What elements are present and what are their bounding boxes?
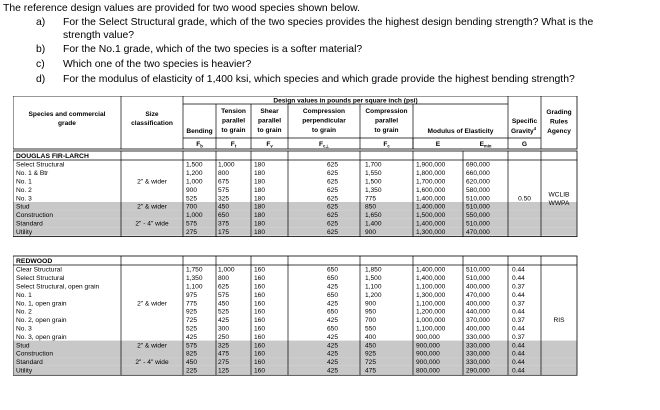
grade-cell: Select Structural, open grain <box>16 283 100 291</box>
value-cell: 0.44 <box>512 367 525 375</box>
header-tension: Tension <box>221 108 246 115</box>
grade-cell: No. 1 & Btr <box>16 170 49 178</box>
value-cell: 180 <box>254 220 266 228</box>
design-values-table <box>13 96 578 406</box>
value-cell: 160 <box>254 350 266 358</box>
value-cell: 160 <box>254 359 266 367</box>
question-label: b) <box>36 44 46 55</box>
question-text: Which one of the two species is heavier? <box>63 59 252 70</box>
value-cell: 1,100 <box>365 283 382 291</box>
value-cell: 160 <box>254 367 266 375</box>
value-cell: 1,200,000 <box>416 308 446 316</box>
value-cell: 625 <box>327 186 339 194</box>
value-cell: 575 <box>218 186 230 194</box>
value-cell: 510,000 <box>466 266 490 274</box>
header-shear: Shear <box>260 108 279 115</box>
value-cell: 470,000 <box>466 291 490 299</box>
value-cell: 900,000 <box>416 333 440 341</box>
grade-cell: Standard <box>16 220 43 228</box>
value-cell: 510,000 <box>466 203 490 211</box>
value-cell: 775 <box>365 195 377 203</box>
value-cell: 160 <box>254 275 266 283</box>
value-cell: 330,000 <box>466 342 490 350</box>
value-cell: 900 <box>365 228 377 236</box>
value-cell: 1,400,000 <box>416 195 446 203</box>
value-cell: 575 <box>218 291 230 299</box>
header-compression-parallel: to grain <box>374 127 399 134</box>
grade-cell: No. 2 <box>16 308 32 316</box>
size-cell: 2" - 4" wide <box>135 359 169 367</box>
value-cell: 1,700,000 <box>416 178 446 186</box>
value-cell: 425 <box>327 317 339 325</box>
value-cell: 450 <box>365 342 377 350</box>
header-compression-parallel: Compression <box>365 108 408 115</box>
grade-cell: No. 3, open grain <box>16 333 67 341</box>
value-cell: 1,700 <box>365 161 382 169</box>
value-cell: 425 <box>327 367 339 375</box>
value-cell: 1,000 <box>218 161 235 169</box>
value-cell: 625 <box>327 228 339 236</box>
value-cell: 160 <box>254 300 266 308</box>
question-label: d) <box>36 74 46 85</box>
grade-cell: No. 3 <box>16 195 32 203</box>
value-cell: 160 <box>254 291 266 299</box>
value-cell: 1,800,000 <box>416 170 446 178</box>
value-cell: 450 <box>186 359 198 367</box>
value-cell: 580,000 <box>466 186 490 194</box>
value-cell: 425 <box>186 333 198 341</box>
value-cell: 690,000 <box>466 161 490 169</box>
value-cell: 550,000 <box>466 212 490 220</box>
value-cell: 0.37 <box>512 333 525 341</box>
symbol-bending: $F_b$ <box>196 141 203 149</box>
value-cell: 425 <box>327 300 339 308</box>
value-cell: 0.44 <box>512 325 525 333</box>
header-gravity: Gravity$^4$ <box>510 126 537 135</box>
value-cell: 400,000 <box>466 300 490 308</box>
header-species: grade <box>58 120 76 127</box>
header-gravity: Specific <box>511 118 538 125</box>
shaded-row-band <box>14 341 577 349</box>
question-text: strength value? <box>63 30 135 41</box>
value-cell: 160 <box>254 333 266 341</box>
value-cell: 1,400,000 <box>416 203 446 211</box>
value-cell: 470,000 <box>466 228 490 236</box>
question-label: c) <box>36 59 45 70</box>
grade-cell: Construction <box>16 350 54 358</box>
value-cell: 180 <box>254 178 266 186</box>
value-cell: 370,000 <box>466 317 490 325</box>
intro-text: The reference design values are provided for two wood species shown below. <box>3 3 360 14</box>
value-cell: 510,000 <box>466 275 490 283</box>
value-cell: 725 <box>186 317 198 325</box>
value-cell: 1,100,000 <box>416 283 446 291</box>
value-cell: 775 <box>186 300 198 308</box>
value-cell: 0.44 <box>512 275 525 283</box>
question-label: a) <box>36 17 46 28</box>
value-cell: 625 <box>327 212 339 220</box>
grade-cell: Select Structural <box>16 161 65 169</box>
value-cell: 330,000 <box>466 333 490 341</box>
value-cell: 0.37 <box>512 317 525 325</box>
value-cell: 1,000 <box>218 266 235 274</box>
value-cell: 1,400 <box>365 220 382 228</box>
value-cell: 850 <box>365 203 377 211</box>
size-cell: 2" & wider <box>137 203 167 211</box>
value-cell: 325 <box>218 195 230 203</box>
size-cell: 2" & wider <box>137 178 167 186</box>
value-cell: 510,000 <box>466 220 490 228</box>
value-cell: 1,750 <box>186 266 203 274</box>
value-cell: 160 <box>254 342 266 350</box>
symbol-compression-perpendicular: $F_{c\perp}$ <box>318 141 330 149</box>
value-cell: 450 <box>218 203 230 211</box>
header-shear: parallel <box>257 117 282 125</box>
value-cell: 225 <box>186 367 198 375</box>
value-cell: 0.37 <box>512 283 525 291</box>
value-cell: 575 <box>186 342 198 350</box>
value-cell: 180 <box>254 186 266 194</box>
value-cell: 160 <box>254 308 266 316</box>
value-cell: 1,500 <box>365 275 382 283</box>
value-cell: 400,000 <box>466 325 490 333</box>
value-cell: 1,850 <box>365 266 382 274</box>
value-cell: 1,400,000 <box>416 220 446 228</box>
species-title: REDWOOD <box>16 258 53 265</box>
value-cell: 650 <box>327 325 339 333</box>
value-cell: 1,100 <box>186 283 203 291</box>
grade-cell: Stud <box>16 342 30 350</box>
value-cell: 425 <box>327 342 339 350</box>
header-agency: Grading <box>546 109 572 116</box>
grade-cell: Construction <box>16 212 54 220</box>
agency-cell: WCLIB <box>548 191 570 199</box>
question-text: For the No.1 grade, which of the two species is a softer material? <box>63 44 363 55</box>
value-cell: 330,000 <box>466 350 490 358</box>
value-cell: 250 <box>218 333 230 341</box>
shaded-row-band <box>14 227 577 235</box>
value-cell: 625 <box>327 178 339 186</box>
grade-cell: No. 1 <box>16 178 32 186</box>
grade-cell: No. 3 <box>16 325 32 333</box>
size-cell: 2" - 4" wide <box>135 220 169 228</box>
question-text: For the Select Structural grade, which of the two species provides the highest design bending strength? What is the <box>63 17 594 28</box>
value-cell: 1,500,000 <box>416 212 446 220</box>
value-cell: 1,000 <box>186 178 203 186</box>
value-cell: 800 <box>218 170 230 178</box>
value-cell: 0.44 <box>512 266 525 274</box>
value-cell: 0.44 <box>512 350 525 358</box>
grade-cell: Standard <box>16 359 43 367</box>
value-cell: 180 <box>254 212 266 220</box>
symbol-shear: $F_v$ <box>266 141 273 149</box>
value-cell: 275 <box>186 228 198 236</box>
value-cell: 725 <box>365 359 377 367</box>
header-design-values: Design values in pounds per square inch (psi) <box>273 97 418 105</box>
value-cell: 825 <box>186 350 198 358</box>
value-cell: 1,650 <box>365 212 382 220</box>
value-cell: 425 <box>327 350 339 358</box>
size-cell: 2" & wider <box>137 342 167 350</box>
value-cell: 1,000,000 <box>416 317 446 325</box>
header-tension: to grain <box>221 127 246 134</box>
value-cell: 800 <box>218 275 230 283</box>
value-cell: 1,500 <box>365 178 382 186</box>
value-cell: 900,000 <box>416 359 440 367</box>
value-cell: 525 <box>218 308 230 316</box>
shaded-row-band <box>14 210 577 218</box>
value-cell: 700 <box>365 317 377 325</box>
shaded-row-band <box>14 349 577 357</box>
value-cell: 1,000 <box>186 212 203 220</box>
value-cell: 1,900,000 <box>416 161 446 169</box>
value-cell: 625 <box>327 161 339 169</box>
header-bending: Bending <box>186 128 213 135</box>
value-cell: 160 <box>254 266 266 274</box>
value-cell: 1,200 <box>186 170 203 178</box>
size-cell: 2" & wider <box>137 300 167 308</box>
value-cell: 375 <box>218 220 230 228</box>
value-cell: 510,000 <box>466 195 490 203</box>
header-size: Size <box>145 111 159 118</box>
grade-cell: Stud <box>16 203 30 211</box>
header-compression-perpendicular: perpendicular <box>302 117 346 125</box>
value-cell: 675 <box>218 178 230 186</box>
value-cell: 425 <box>327 359 339 367</box>
value-cell: 1,600,000 <box>416 186 446 194</box>
value-cell: 650 <box>327 266 339 274</box>
value-cell: 1,500 <box>186 161 203 169</box>
value-cell: 325 <box>218 342 230 350</box>
value-cell: 625 <box>327 170 339 178</box>
value-cell: 425 <box>327 333 339 341</box>
header-compression-perpendicular: Compression <box>302 108 346 115</box>
value-cell: 625 <box>218 283 230 291</box>
header-agency: Agency <box>547 128 571 135</box>
grade-cell: Utility <box>16 228 33 236</box>
value-cell: 160 <box>254 325 266 333</box>
gravity-cell: 0.50 <box>518 195 531 203</box>
grade-cell: No. 1 <box>16 291 32 299</box>
grade-cell: Utility <box>16 367 33 375</box>
value-cell: 900,000 <box>416 342 440 350</box>
value-cell: 550 <box>365 325 377 333</box>
value-cell: 160 <box>254 317 266 325</box>
header-modulus-of-elasticity: Modulus of Elasticity <box>427 128 494 135</box>
value-cell: 1,400,000 <box>416 275 446 283</box>
agency-cell: RIS <box>553 317 565 325</box>
value-cell: 425 <box>327 283 339 291</box>
value-cell: 175 <box>218 228 230 236</box>
grade-cell: No. 2, open grain <box>16 317 67 325</box>
value-cell: 0.44 <box>512 359 525 367</box>
value-cell: 650 <box>327 275 339 283</box>
value-cell: 400 <box>365 333 377 341</box>
value-cell: 525 <box>186 325 198 333</box>
symbol-gravity: G <box>521 141 528 148</box>
shaded-row-band <box>14 219 577 227</box>
header-species: Species and commercial <box>28 111 106 118</box>
value-cell: 0.37 <box>512 300 525 308</box>
value-cell: 625 <box>327 203 339 211</box>
value-cell: 620,000 <box>466 178 490 186</box>
value-cell: 650 <box>327 308 339 316</box>
value-cell: 300 <box>218 325 230 333</box>
value-cell: 180 <box>254 170 266 178</box>
value-cell: 0.44 <box>512 342 525 350</box>
value-cell: 650 <box>218 212 230 220</box>
value-cell: 425 <box>218 317 230 325</box>
value-cell: 1,200 <box>365 291 382 299</box>
header-agency: Rules <box>550 118 568 126</box>
value-cell: 650 <box>327 291 339 299</box>
value-cell: 900,000 <box>416 350 440 358</box>
value-cell: 1,350 <box>365 186 382 194</box>
value-cell: 925 <box>365 350 377 358</box>
value-cell: 160 <box>254 283 266 291</box>
grade-cell: No. 1, open grain <box>16 300 67 308</box>
value-cell: 290,000 <box>466 367 490 375</box>
value-cell: 180 <box>254 161 266 169</box>
value-cell: 1,550 <box>365 170 382 178</box>
value-cell: 525 <box>186 195 198 203</box>
agency-cell: WWPA <box>548 199 570 207</box>
value-cell: 450 <box>218 300 230 308</box>
species-title: DOUGLAS FIR-LARCH <box>16 153 89 160</box>
value-cell: 625 <box>327 220 339 228</box>
value-cell: 1,100,000 <box>416 325 446 333</box>
value-cell: 1,300,000 <box>416 291 446 299</box>
header-shear: to grain <box>257 127 282 134</box>
value-cell: 1,400,000 <box>416 266 446 274</box>
header-compression-parallel: parallel <box>374 117 399 125</box>
grade-cell: Select Structural <box>16 275 65 283</box>
grade-cell: No. 2 <box>16 186 32 194</box>
header-tension: parallel <box>221 117 246 125</box>
value-cell: 1,100,000 <box>416 300 446 308</box>
value-cell: 475 <box>218 350 230 358</box>
value-cell: 275 <box>218 359 230 367</box>
symbol-modulus-min: $E_{min}$ <box>479 141 492 149</box>
question-text: For the modulus of elasticity of 1,400 ksi, which species and which grade provide the highest bending strength? <box>63 74 575 85</box>
symbol-modulus: E <box>435 141 441 148</box>
value-cell: 900 <box>365 300 377 308</box>
value-cell: 660,000 <box>466 170 490 178</box>
value-cell: 900 <box>186 186 198 194</box>
symbol-compression-parallel: $F_c$ <box>383 141 390 149</box>
header-size: classification <box>131 120 173 127</box>
value-cell: 950 <box>365 308 377 316</box>
value-cell: 800,000 <box>416 367 440 375</box>
value-cell: 925 <box>186 308 198 316</box>
value-cell: 625 <box>327 195 339 203</box>
grade-cell: Clear Structural <box>16 266 62 274</box>
shaded-row-band <box>14 366 577 374</box>
header-compression-perpendicular: to grain <box>311 127 337 134</box>
value-cell: 1,300,000 <box>416 228 446 236</box>
value-cell: 125 <box>218 367 230 375</box>
value-cell: 1,350 <box>186 275 203 283</box>
value-cell: 475 <box>365 367 377 375</box>
value-cell: 575 <box>186 220 198 228</box>
value-cell: 400,000 <box>466 283 490 291</box>
value-cell: 440,000 <box>466 308 490 316</box>
value-cell: 975 <box>186 291 198 299</box>
value-cell: 0.44 <box>512 291 525 299</box>
symbol-tension: $F_t$ <box>230 141 237 149</box>
value-cell: 0.44 <box>512 308 525 316</box>
value-cell: 700 <box>186 203 198 211</box>
value-cell: 180 <box>254 203 266 211</box>
shaded-row-band <box>14 357 577 365</box>
value-cell: 330,000 <box>466 359 490 367</box>
value-cell: 180 <box>254 228 266 236</box>
value-cell: 180 <box>254 195 266 203</box>
